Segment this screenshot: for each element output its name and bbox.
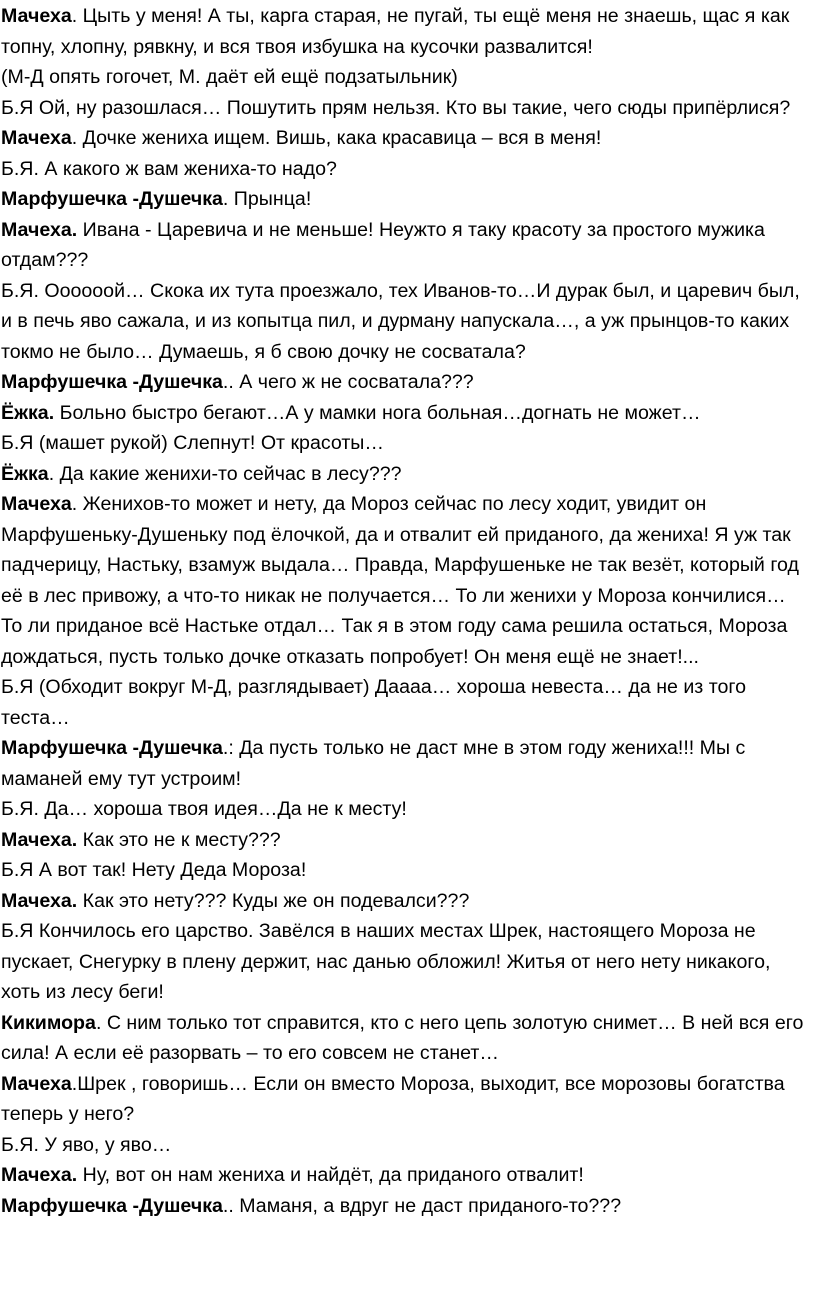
- paragraph-text: Б.Я. У яво, у яво…: [1, 1133, 172, 1156]
- paragraph: [1, 367, 810, 398]
- paragraph: [1, 916, 810, 1008]
- paragraph-text: .. Маманя, а вдруг не даст приданого-то???: [222, 1194, 622, 1217]
- paragraph: [1, 154, 810, 185]
- speaker-name: Марфушечка -Душечка: [1, 371, 223, 393]
- paragraph: [1, 215, 810, 276]
- speaker-name: Мачеха.: [1, 1164, 78, 1186]
- paragraph-text: .. А чего ж не сосватала???: [222, 371, 474, 393]
- speaker-name: Мачеха: [1, 493, 72, 515]
- paragraph: [1, 794, 810, 825]
- paragraph: [1, 276, 810, 368]
- speaker-name: Марфушечка -Душечка: [1, 737, 223, 759]
- speaker-name: Мачеха.: [1, 218, 78, 241]
- paragraph-text: Как это не к месту???: [77, 828, 281, 851]
- paragraph: [1, 93, 810, 124]
- speaker-name: Мачеха.: [1, 828, 78, 851]
- paragraph-text: Б.Я Кончилось его царство. Завёлся в наших местах Шрек, настоящего Мороза не пускает, Снегурку в плену держит, нас данью обложил! Житья от него нету никакого, хоть из лесу беги!: [1, 920, 771, 1003]
- speaker-name: Ёжка: [1, 462, 49, 485]
- paragraph: [1, 489, 810, 672]
- speaker-name: Ёжка.: [1, 401, 55, 424]
- paragraph-text: . Прынца!: [222, 188, 312, 210]
- paragraph-text: . Цыть у меня! А ты, карга старая, не пугай, ты ещё меня не знаешь, щас я как топну, хлопну, рявкну, и вся твоя избушка на кусочки развалится!: [1, 5, 790, 58]
- paragraph: [1, 398, 810, 429]
- speaker-name: Мачеха: [1, 1072, 72, 1095]
- paragraph: [1, 62, 810, 93]
- paragraph: [1, 184, 810, 215]
- speaker-name: Кикимора: [1, 1011, 96, 1034]
- paragraph: [1, 855, 810, 886]
- paragraph-text: Ивана - Царевича и не меньше! Неужто я таку красоту за простого мужика отдам???: [1, 218, 765, 271]
- paragraph-text: . С ним только тот справится, кто с него цепь золотую снимет… В ней вся его сила! А если её разорвать – то его совсем не станет…: [1, 1011, 804, 1064]
- paragraph-text: . Да какие женихи-то сейчас в лесу???: [48, 462, 402, 485]
- paragraph-text: Как это нету??? Куды же он подевалси???: [77, 889, 470, 912]
- paragraph-text: .Шрек , говоришь… Если он вместо Мороза, выходит, все морозовы богатства теперь у него?: [1, 1072, 785, 1125]
- paragraph: [1, 825, 810, 856]
- paragraph: [1, 459, 810, 490]
- paragraph-text: Б.Я Ой, ну разошлася… Пошутить прям нельзя. Кто вы такие, чего сюды припёрлися?: [1, 96, 791, 119]
- paragraph: [1, 672, 810, 733]
- paragraph-text: (М-Д опять гогочет, М. даёт ей ещё подзатыльник): [1, 66, 458, 88]
- speaker-name: Марфушечка -Душечка: [1, 1194, 223, 1217]
- paragraph: [1, 733, 810, 794]
- paragraph: [1, 1160, 810, 1191]
- paragraph-text: Б.Я (машет рукой) Слепнут! От красоты…: [1, 432, 384, 454]
- paragraph-text: Б.Я (Обходит вокруг М-Д, разглядывает) Даааа… хороша невеста… да не из того теста…: [1, 676, 746, 729]
- paragraph-text: Б.Я. Да… хороша твоя идея…Да не к месту!: [1, 798, 407, 820]
- paragraph-text: Б.Я. А какого ж вам жениха-то надо?: [1, 157, 337, 180]
- paragraph-text: Ну, вот он нам жениха и найдёт, да приданого отвалит!: [77, 1164, 584, 1186]
- speaker-name: Мачеха: [1, 127, 72, 149]
- paragraph: [1, 1130, 810, 1161]
- paragraph: [1, 123, 810, 154]
- paragraph-text: Больно быстро бегают…А у мамки нога больная…догнать не может…: [54, 401, 701, 424]
- paragraph: [1, 1069, 810, 1130]
- speaker-name: Марфушечка -Душечка: [1, 188, 223, 210]
- speaker-name: Мачеха: [1, 5, 72, 27]
- paragraph: [1, 1191, 810, 1222]
- paragraph-text: Б.Я. Оооооой… Скока их тута проезжало, тех Иванов-то…И дурак был, и царевич был, и в печь яво сажала, и из копытца пил, и дурману напускала…, а уж прынцов-то каких токмо не было… Думаешь, я б свою дочку не сосватала?: [1, 279, 800, 363]
- paragraph-text: . Дочке жениха ищем. Вишь, кака красавица – вся в меня!: [71, 127, 602, 149]
- paragraph-text: .: Да пусть только не даст мне в этом году жениха!!! Мы с маманей ему тут устроим!: [1, 737, 746, 790]
- paragraph: [1, 886, 810, 917]
- paragraph-text: . Женихов-то может и нету, да Мороз сейчас по лесу ходит, увидит он Марфушеньку-Душеньку под ёлочкой, да и отвалит ей приданого, да жениха! Я уж так падчерицу, Настьку, взамуж выдала… Правда, Марфушеньке не так везёт, который год её в лес привожу, а что-то никак не получается… То ли женихи у Мороза кончилися… То ли приданое всё Настьке отдал… Так я в этом году сама решила остаться, Мороза дождаться, пусть только дочке отказать попробует! Он меня ещё не знает!...: [1, 493, 799, 668]
- paragraph-text: Б.Я А вот так! Нету Деда Мороза!: [1, 859, 307, 881]
- speaker-name: Мачеха.: [1, 889, 78, 912]
- paragraph: [1, 1, 810, 62]
- paragraph: [1, 1008, 810, 1069]
- paragraph: [1, 428, 810, 459]
